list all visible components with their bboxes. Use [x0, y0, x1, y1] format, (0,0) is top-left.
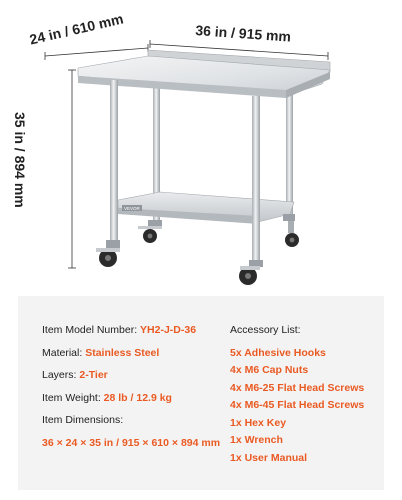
- depth-dimension-line: [45, 44, 148, 60]
- spec-row-dimensions-value: 36 × 24 × 35 in / 915 × 610 × 894 mm: [42, 436, 221, 449]
- depth-dimension-label: 24 in / 610 mm: [28, 10, 125, 48]
- accessory-item: 1x User Manual: [230, 451, 308, 464]
- spec-list: [42, 324, 220, 459]
- accessory-item: 5x Adhesive Hooks: [230, 346, 326, 359]
- spec-row-model: Item Model Number: YH2-J-D-36: [42, 324, 197, 336]
- back-right-leg: [286, 86, 293, 216]
- accessory-item: 4x M6 Cap Nuts: [230, 364, 309, 376]
- spec-row-dimensions-label: Item Dimensions:: [42, 414, 124, 426]
- height-dimension-label: 35 in / 894 mm: [12, 112, 28, 208]
- caster-back-right: [283, 214, 299, 247]
- accessory-item: 4x M6-45 Flat Head Screws: [230, 399, 365, 411]
- spec-panel: [18, 296, 384, 490]
- width-dimension-label: 36 in / 915 mm: [194, 22, 292, 45]
- accessory-list-title: Accessory List:: [230, 324, 301, 336]
- brand-plate-text: VEVOR: [124, 206, 140, 211]
- caster-front-right: [239, 260, 263, 285]
- front-right-leg: [252, 96, 260, 262]
- height-dimension-line: [68, 70, 76, 268]
- accessory-item: 1x Wrench: [230, 434, 283, 446]
- front-left-leg: [110, 80, 118, 242]
- accessory-item: 4x M6-25 Flat Head Screws: [230, 381, 365, 394]
- accessory-list: [230, 324, 364, 469]
- accessory-item: 1x Hex Key: [230, 416, 287, 429]
- spec-row-layers: Layers: 2-Tier: [42, 369, 108, 381]
- spec-row-weight: Item Weight: 28 lb / 12.9 kg: [42, 391, 172, 404]
- caster-back-left: [138, 220, 162, 243]
- spec-row-material: Material: Stainless Steel: [42, 346, 160, 359]
- caster-front-left: [96, 240, 120, 267]
